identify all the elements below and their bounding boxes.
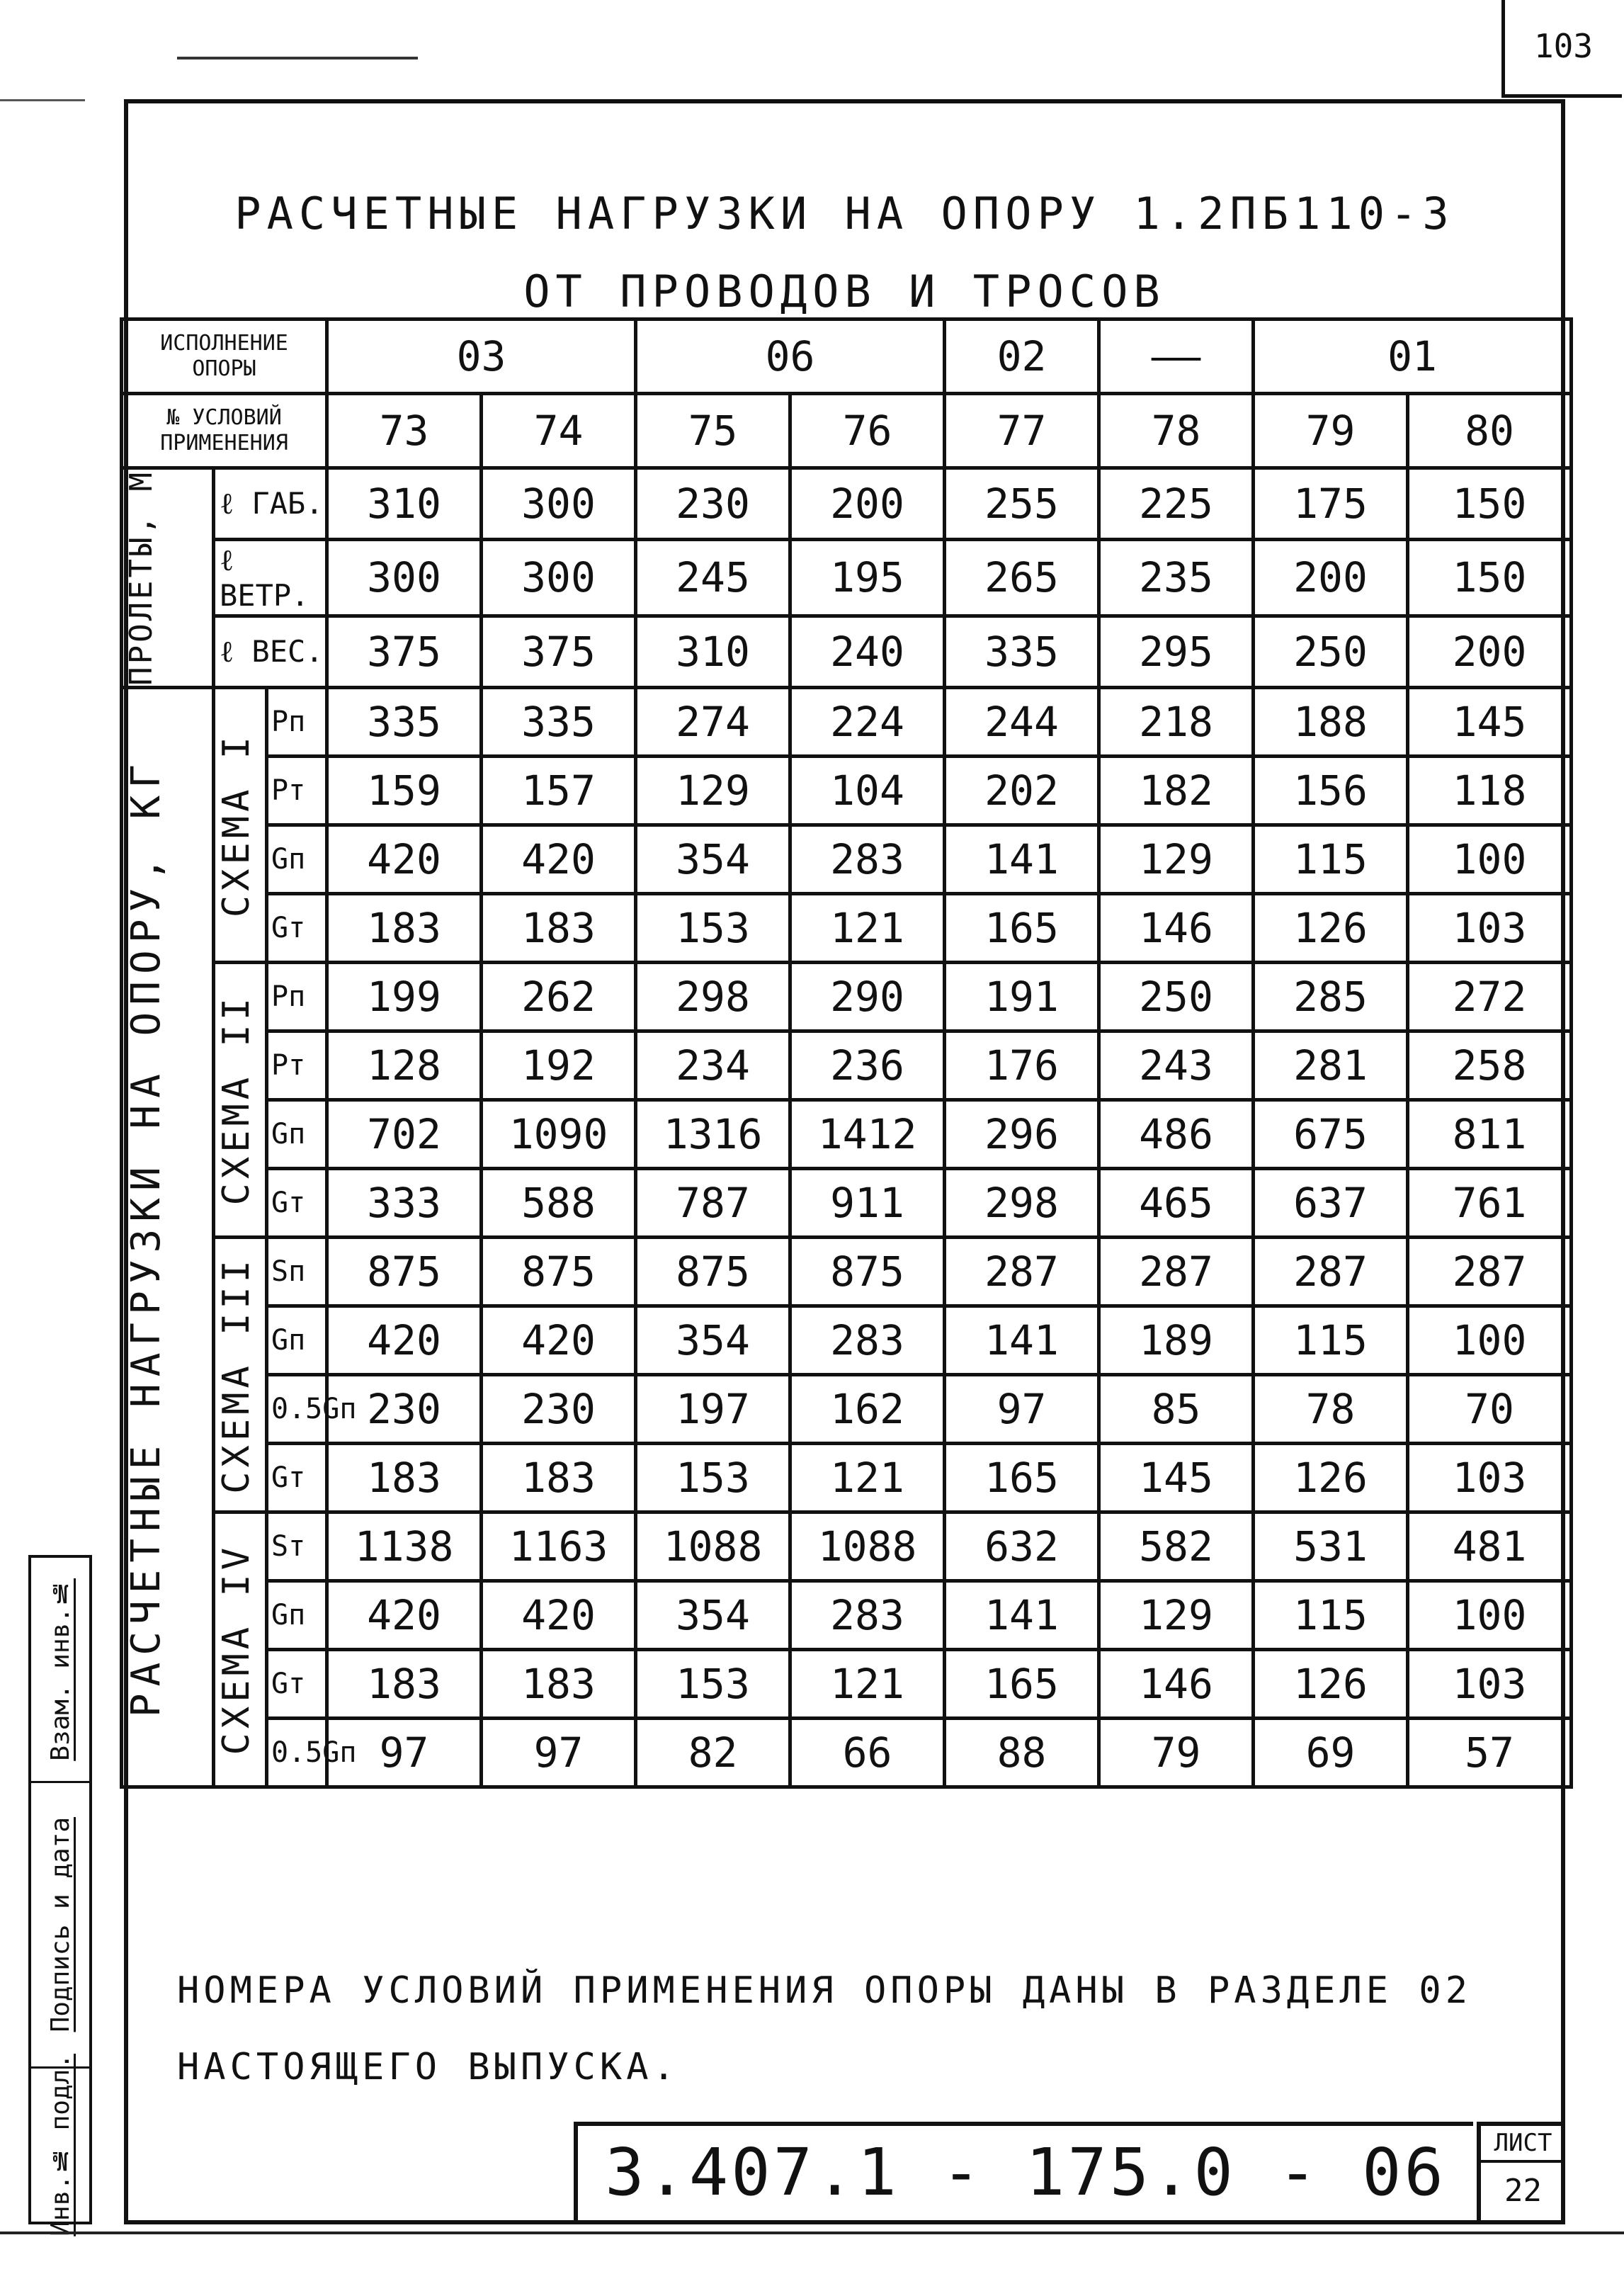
value-cell: 200 xyxy=(1408,616,1572,688)
value-cell: 66 xyxy=(790,1718,945,1787)
value-cell: 250 xyxy=(1254,616,1408,688)
value-cell: 165 xyxy=(945,1443,1099,1512)
side-stamp-cell: Подпись и дата xyxy=(31,1783,89,2069)
load-row xyxy=(122,825,1572,893)
load-label: Gп xyxy=(267,1099,327,1168)
load-label: Pп xyxy=(267,687,327,756)
value-cell: 310 xyxy=(327,468,482,540)
value-cell: 165 xyxy=(945,893,1099,962)
span-row xyxy=(122,539,1572,616)
value-cell: 115 xyxy=(1254,1580,1408,1649)
condition-cell: 78 xyxy=(1099,394,1254,468)
value-cell: 189 xyxy=(1099,1306,1254,1374)
scheme-rows xyxy=(122,687,1572,1787)
load-row xyxy=(122,1649,1572,1718)
value-cell: 486 xyxy=(1099,1099,1254,1168)
value-cell: 150 xyxy=(1408,468,1572,540)
condition-cell: 74 xyxy=(482,394,636,468)
value-cell: 156 xyxy=(1254,756,1408,825)
value-cell: 298 xyxy=(945,1168,1099,1237)
value-cell: 224 xyxy=(790,687,945,756)
value-cell: 115 xyxy=(1254,1306,1408,1374)
value-cell: 146 xyxy=(1099,893,1254,962)
value-cell: 82 xyxy=(636,1718,790,1787)
bottom-edge-line xyxy=(0,2231,1624,2234)
value-cell: 1316 xyxy=(636,1099,790,1168)
value-cell: 103 xyxy=(1408,1649,1572,1718)
version-cell: —— xyxy=(1099,319,1254,394)
value-cell: 637 xyxy=(1254,1168,1408,1237)
value-cell: 157 xyxy=(482,756,636,825)
value-cell: 183 xyxy=(327,1649,482,1718)
value-cell: 145 xyxy=(1099,1443,1254,1512)
value-cell: 675 xyxy=(1254,1099,1408,1168)
load-row xyxy=(122,756,1572,825)
note-line-2: НАСТОЯЩЕГО ВЫПУСКА. xyxy=(177,2046,679,2088)
value-cell: 188 xyxy=(1254,687,1408,756)
value-cell: 70 xyxy=(1408,1374,1572,1443)
value-cell: 121 xyxy=(790,1443,945,1512)
value-cell: 197 xyxy=(636,1374,790,1443)
value-cell: 230 xyxy=(636,468,790,540)
value-cell: 69 xyxy=(1254,1718,1408,1787)
value-cell: 335 xyxy=(945,616,1099,688)
value-cell: 262 xyxy=(482,962,636,1031)
value-cell: 128 xyxy=(327,1031,482,1099)
value-cell: 1090 xyxy=(482,1099,636,1168)
load-row xyxy=(122,1580,1572,1649)
header-ispolnenie: ИСПОЛНЕНИЕ ОПОРЫ xyxy=(122,319,327,394)
value-cell: 243 xyxy=(1099,1031,1254,1099)
span-label: ℓ ВЕС. xyxy=(214,616,327,688)
value-cell: 875 xyxy=(482,1237,636,1306)
load-label: Gп xyxy=(267,1580,327,1649)
value-cell: 465 xyxy=(1099,1168,1254,1237)
value-cell: 97 xyxy=(327,1718,482,1787)
value-cell: 85 xyxy=(1099,1374,1254,1443)
value-cell: 274 xyxy=(636,687,790,756)
condition-cell: 77 xyxy=(945,394,1099,468)
value-cell: 129 xyxy=(1099,1580,1254,1649)
load-row xyxy=(122,1374,1572,1443)
value-cell: 230 xyxy=(482,1374,636,1443)
value-cell: 300 xyxy=(482,468,636,540)
value-cell: 1088 xyxy=(790,1512,945,1580)
value-cell: 159 xyxy=(327,756,482,825)
condition-cell: 73 xyxy=(327,394,482,468)
value-cell: 230 xyxy=(327,1374,482,1443)
value-cell: 126 xyxy=(1254,893,1408,962)
value-cell: 310 xyxy=(636,616,790,688)
value-cell: 272 xyxy=(1408,962,1572,1031)
load-label: Gп xyxy=(267,825,327,893)
value-cell: 245 xyxy=(636,539,790,616)
value-cell: 153 xyxy=(636,1443,790,1512)
condition-cell: 80 xyxy=(1408,394,1572,468)
load-row xyxy=(122,1718,1572,1787)
span-label: ℓ ВЕТР. xyxy=(214,539,327,616)
value-cell: 420 xyxy=(482,1580,636,1649)
value-cell: 375 xyxy=(482,616,636,688)
top-edge-mark xyxy=(177,57,418,60)
value-cell: 200 xyxy=(790,468,945,540)
header-row-conditions xyxy=(122,394,1572,468)
load-label: 0.5Gп xyxy=(267,1374,327,1443)
value-cell: 333 xyxy=(327,1168,482,1237)
page-number: 103 xyxy=(1501,0,1622,98)
value-cell: 200 xyxy=(1254,539,1408,616)
sheet-box xyxy=(1477,2122,1565,2221)
value-cell: 183 xyxy=(482,1649,636,1718)
value-cell: 420 xyxy=(327,1580,482,1649)
load-row xyxy=(122,1168,1572,1237)
value-cell: 354 xyxy=(636,1580,790,1649)
value-cell: 420 xyxy=(482,1306,636,1374)
value-cell: 375 xyxy=(327,616,482,688)
value-cell: 911 xyxy=(790,1168,945,1237)
value-cell: 420 xyxy=(327,825,482,893)
value-cell: 104 xyxy=(790,756,945,825)
value-cell: 244 xyxy=(945,687,1099,756)
value-cell: 300 xyxy=(482,539,636,616)
value-cell: 255 xyxy=(945,468,1099,540)
load-label: Sт xyxy=(267,1512,327,1580)
value-cell: 1412 xyxy=(790,1099,945,1168)
value-cell: 146 xyxy=(1099,1649,1254,1718)
value-cell: 290 xyxy=(790,962,945,1031)
value-cell: 531 xyxy=(1254,1512,1408,1580)
value-cell: 761 xyxy=(1408,1168,1572,1237)
load-label: Pт xyxy=(267,756,327,825)
value-cell: 875 xyxy=(790,1237,945,1306)
load-label: Pп xyxy=(267,962,327,1031)
load-label: 0.5Gп xyxy=(267,1718,327,1787)
load-row xyxy=(122,687,1572,756)
note-line-1: НОМЕРА УСЛОВИЙ ПРИМЕНЕНИЯ ОПОРЫ ДАНЫ В РАЗДЕЛЕ 02 xyxy=(177,1969,1472,2012)
value-cell: 129 xyxy=(636,756,790,825)
value-cell: 88 xyxy=(945,1718,1099,1787)
value-cell: 150 xyxy=(1408,539,1572,616)
value-cell: 298 xyxy=(636,962,790,1031)
value-cell: 240 xyxy=(790,616,945,688)
value-cell: 100 xyxy=(1408,1306,1572,1374)
value-cell: 1138 xyxy=(327,1512,482,1580)
value-cell: 296 xyxy=(945,1099,1099,1168)
value-cell: 162 xyxy=(790,1374,945,1443)
span-row xyxy=(122,468,1572,540)
value-cell: 295 xyxy=(1099,616,1254,688)
scheme-label: СХЕМА III xyxy=(214,1237,267,1512)
value-cell: 141 xyxy=(945,825,1099,893)
load-label: Gт xyxy=(267,1443,327,1512)
load-row xyxy=(122,1443,1572,1512)
loads-group-label: РАСЧЕТНЫЕ НАГРУЗКИ НА ОПОРУ, КГ xyxy=(122,687,214,1787)
value-cell: 1088 xyxy=(636,1512,790,1580)
span-row xyxy=(122,616,1572,688)
value-cell: 129 xyxy=(1099,825,1254,893)
value-cell: 335 xyxy=(327,687,482,756)
value-cell: 57 xyxy=(1408,1718,1572,1787)
value-cell: 100 xyxy=(1408,1580,1572,1649)
header-row-versions xyxy=(122,319,1572,394)
value-cell: 121 xyxy=(790,893,945,962)
value-cell: 126 xyxy=(1254,1649,1408,1718)
version-cell: 01 xyxy=(1254,319,1572,394)
value-cell: 141 xyxy=(945,1306,1099,1374)
value-cell: 218 xyxy=(1099,687,1254,756)
condition-cell: 75 xyxy=(636,394,790,468)
condition-cell: 79 xyxy=(1254,394,1408,468)
value-cell: 153 xyxy=(636,1649,790,1718)
value-cell: 121 xyxy=(790,1649,945,1718)
value-cell: 632 xyxy=(945,1512,1099,1580)
value-cell: 481 xyxy=(1408,1512,1572,1580)
value-cell: 582 xyxy=(1099,1512,1254,1580)
value-cell: 354 xyxy=(636,1306,790,1374)
load-label: Gт xyxy=(267,893,327,962)
value-cell: 354 xyxy=(636,825,790,893)
value-cell: 225 xyxy=(1099,468,1254,540)
side-stamp xyxy=(28,1555,92,2236)
sheet-label: ЛИСТ xyxy=(1481,2126,1565,2163)
scheme-label: СХЕМА II xyxy=(214,962,267,1237)
value-cell: 192 xyxy=(482,1031,636,1099)
value-cell: 1163 xyxy=(482,1512,636,1580)
load-row xyxy=(122,1512,1572,1580)
value-cell: 78 xyxy=(1254,1374,1408,1443)
value-cell: 100 xyxy=(1408,825,1572,893)
scheme-label: СХЕМА IV xyxy=(214,1512,267,1787)
value-cell: 811 xyxy=(1408,1099,1572,1168)
spans-group-label: ПРОЛЕТЫ, М xyxy=(122,468,214,688)
value-cell: 281 xyxy=(1254,1031,1408,1099)
condition-cell: 76 xyxy=(790,394,945,468)
value-cell: 191 xyxy=(945,962,1099,1031)
value-cell: 79 xyxy=(1099,1718,1254,1787)
value-cell: 103 xyxy=(1408,1443,1572,1512)
value-cell: 287 xyxy=(1099,1237,1254,1306)
load-label: Sп xyxy=(267,1237,327,1306)
load-label: Gп xyxy=(267,1306,327,1374)
value-cell: 165 xyxy=(945,1649,1099,1718)
value-cell: 126 xyxy=(1254,1443,1408,1512)
value-cell: 183 xyxy=(482,893,636,962)
value-cell: 182 xyxy=(1099,756,1254,825)
value-cell: 283 xyxy=(790,825,945,893)
version-cell: 03 xyxy=(327,319,636,394)
value-cell: 195 xyxy=(790,539,945,616)
value-cell: 875 xyxy=(327,1237,482,1306)
value-cell: 234 xyxy=(636,1031,790,1099)
value-cell: 115 xyxy=(1254,825,1408,893)
version-cell: 06 xyxy=(636,319,945,394)
load-row xyxy=(122,962,1572,1031)
version-cell: 02 xyxy=(945,319,1099,394)
side-stamp-cell: Взам. инв.№ xyxy=(31,1558,89,1783)
value-cell: 183 xyxy=(482,1443,636,1512)
value-cell: 287 xyxy=(1408,1237,1572,1306)
value-cell: 145 xyxy=(1408,687,1572,756)
value-cell: 258 xyxy=(1408,1031,1572,1099)
value-cell: 702 xyxy=(327,1099,482,1168)
value-cell: 283 xyxy=(790,1580,945,1649)
value-cell: 97 xyxy=(482,1718,636,1787)
load-row xyxy=(122,1237,1572,1306)
value-cell: 153 xyxy=(636,893,790,962)
side-stamp-cell: Инв.№ подл. xyxy=(45,2054,75,2236)
load-label: Gт xyxy=(267,1649,327,1718)
value-cell: 335 xyxy=(482,687,636,756)
load-label: Pт xyxy=(267,1031,327,1099)
value-cell: 287 xyxy=(1254,1237,1408,1306)
value-cell: 420 xyxy=(327,1306,482,1374)
value-cell: 183 xyxy=(327,893,482,962)
title-line-1: РАСЧЕТНЫЕ НАГРУЗКИ НА ОПОРУ 1.2ПБ110-3 xyxy=(234,188,1455,239)
scheme-label: СХЕМА I xyxy=(214,687,267,962)
value-cell: 141 xyxy=(945,1580,1099,1649)
value-cell: 236 xyxy=(790,1031,945,1099)
value-cell: 103 xyxy=(1408,893,1572,962)
value-cell: 420 xyxy=(482,825,636,893)
value-cell: 300 xyxy=(327,539,482,616)
value-cell: 175 xyxy=(1254,468,1408,540)
value-cell: 787 xyxy=(636,1168,790,1237)
load-row xyxy=(122,1306,1572,1374)
title-line-2: ОТ ПРОВОДОВ И ТРОСОВ xyxy=(523,266,1166,317)
value-cell: 199 xyxy=(327,962,482,1031)
value-cell: 118 xyxy=(1408,756,1572,825)
value-cell: 287 xyxy=(945,1237,1099,1306)
value-cell: 183 xyxy=(327,1443,482,1512)
load-label: Gт xyxy=(267,1168,327,1237)
value-cell: 588 xyxy=(482,1168,636,1237)
value-cell: 97 xyxy=(945,1374,1099,1443)
value-cell: 202 xyxy=(945,756,1099,825)
span-label: ℓ ГАБ. xyxy=(214,468,327,540)
loads-table xyxy=(120,317,1573,1789)
value-cell: 250 xyxy=(1099,962,1254,1031)
value-cell: 265 xyxy=(945,539,1099,616)
value-cell: 283 xyxy=(790,1306,945,1374)
load-row xyxy=(122,1031,1572,1099)
value-cell: 285 xyxy=(1254,962,1408,1031)
load-row xyxy=(122,1099,1572,1168)
value-cell: 176 xyxy=(945,1031,1099,1099)
load-row xyxy=(122,893,1572,962)
header-uslovie: № УСЛОВИЙ ПРИМЕНЕНИЯ xyxy=(122,394,327,468)
top-edge-mark-left xyxy=(0,99,85,101)
value-cell: 875 xyxy=(636,1237,790,1306)
document-code: 3.407.1 - 175.0 - 06 xyxy=(574,2122,1473,2221)
value-cell: 235 xyxy=(1099,539,1254,616)
sheet-number: 22 xyxy=(1504,2173,1542,2209)
